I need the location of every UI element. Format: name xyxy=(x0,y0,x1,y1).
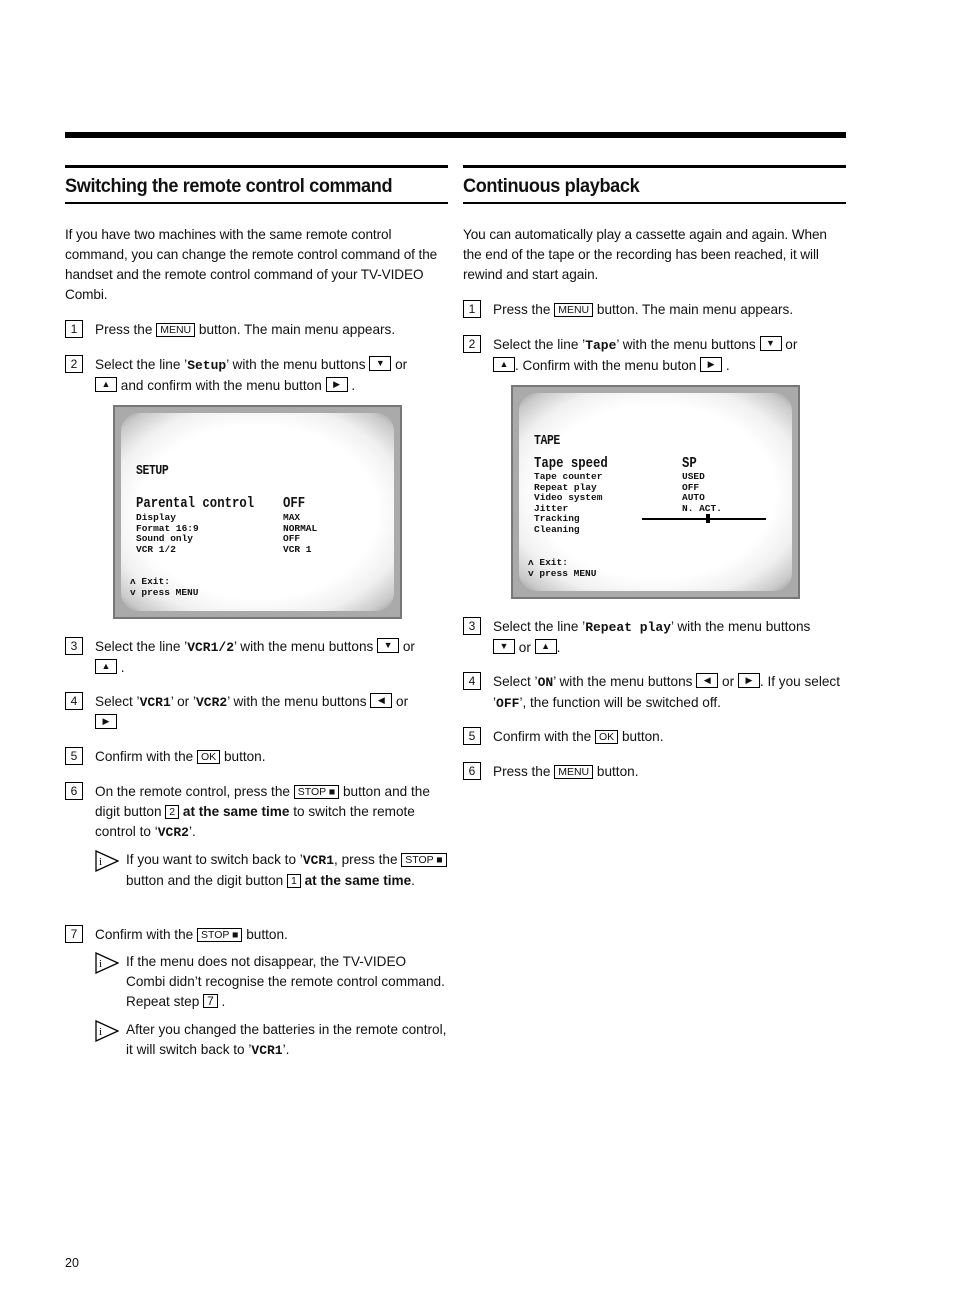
left-arrow-icon: ◀ xyxy=(370,693,392,708)
step-number: 2 xyxy=(65,355,83,373)
info-icon xyxy=(95,952,119,974)
step-7-ref: 7 xyxy=(203,994,218,1008)
screen-rows-values: USED OFF AUTO N. ACT. xyxy=(682,471,722,514)
step-number: 7 xyxy=(65,925,83,943)
step-number: 3 xyxy=(65,637,83,655)
right-arrow-icon: ▶ xyxy=(738,673,760,688)
screen-title: SETUP xyxy=(136,463,169,479)
screen-exit-hint: ʌ Exit: v press MENU xyxy=(130,576,199,598)
up-arrow-icon: ▲ xyxy=(95,659,117,674)
left-arrow-icon: ◀ xyxy=(696,673,718,688)
info-icon xyxy=(95,1020,119,1042)
step-number: 3 xyxy=(463,617,481,635)
ok-key: OK xyxy=(197,750,220,764)
step-number: 5 xyxy=(65,747,83,765)
screen-exit-hint: ʌ Exit: v press MENU xyxy=(528,557,597,579)
stop-key: STOP ■ xyxy=(197,928,242,942)
right-arrow-icon: ▶ xyxy=(326,377,348,392)
left-title-rule-top xyxy=(65,165,448,168)
section-title-playback: Continuous playback xyxy=(463,175,640,197)
screen-item-label: Parental control xyxy=(136,495,255,512)
ok-key: OK xyxy=(595,730,618,744)
step-number: 4 xyxy=(65,692,83,710)
screen-item-value: OFF xyxy=(283,495,306,512)
screen-item-label: Tape speed xyxy=(534,455,608,472)
down-arrow-icon: ▼ xyxy=(377,638,399,653)
step-number: 2 xyxy=(463,335,481,353)
page-number: 20 xyxy=(65,1256,79,1270)
screen-rows-labels: Display Format 16:9 Sound only VCR 1/2 xyxy=(136,512,199,555)
screen-rows-values: MAX NORMAL OFF VCR 1 xyxy=(283,512,318,555)
setup-menu-screen xyxy=(113,405,402,619)
down-arrow-icon: ▼ xyxy=(493,639,515,654)
step-number: 4 xyxy=(463,672,481,690)
tracking-slider xyxy=(642,518,766,520)
right-arrow-icon: ▶ xyxy=(700,357,722,372)
digit-2-key: 2 xyxy=(165,805,179,819)
svg-text:i: i xyxy=(99,1026,103,1038)
tape-menu-screen xyxy=(511,385,800,599)
tracking-slider-thumb xyxy=(706,514,710,523)
digit-1-key: 1 xyxy=(287,874,301,888)
right-intro: You can automatically play a cassette again and again. When the end of the tape or the recording has been reached, it will rewind and start again. xyxy=(463,227,827,282)
screen-item-value: SP xyxy=(682,455,697,472)
info-icon xyxy=(95,850,119,872)
step-number: 6 xyxy=(65,782,83,800)
section-title-remote: Switching the remote control command xyxy=(65,175,393,197)
right-title-rule-bottom xyxy=(463,202,846,204)
top-rule xyxy=(65,132,846,138)
up-arrow-icon: ▲ xyxy=(535,639,557,654)
right-arrow-icon: ▶ xyxy=(95,714,117,729)
stop-key: STOP ■ xyxy=(294,785,339,799)
svg-text:i: i xyxy=(99,958,103,970)
menu-key: MENU xyxy=(156,323,195,337)
down-arrow-icon: ▼ xyxy=(760,336,782,351)
right-title-rule-top xyxy=(463,165,846,168)
up-arrow-icon: ▲ xyxy=(493,357,515,372)
stop-key: STOP ■ xyxy=(401,853,446,867)
step-number: 5 xyxy=(463,727,481,745)
left-intro: If you have two machines with the same remote control command, you can change the remote control command of the handset and the remote control command of your TV-VIDEO Combi. xyxy=(65,227,438,302)
menu-key: MENU xyxy=(554,303,593,317)
screen-title: TAPE xyxy=(534,433,560,449)
step-number: 6 xyxy=(463,762,481,780)
step-number: 1 xyxy=(65,320,83,338)
menu-key: MENU xyxy=(554,765,593,779)
down-arrow-icon: ▼ xyxy=(369,356,391,371)
left-title-rule-bottom xyxy=(65,202,448,204)
svg-text:i: i xyxy=(99,856,103,868)
screen-rows-labels: Tape counter Repeat play Video system Jitter Tracking Cleaning xyxy=(534,471,603,535)
up-arrow-icon: ▲ xyxy=(95,377,117,392)
step-number: 1 xyxy=(463,300,481,318)
